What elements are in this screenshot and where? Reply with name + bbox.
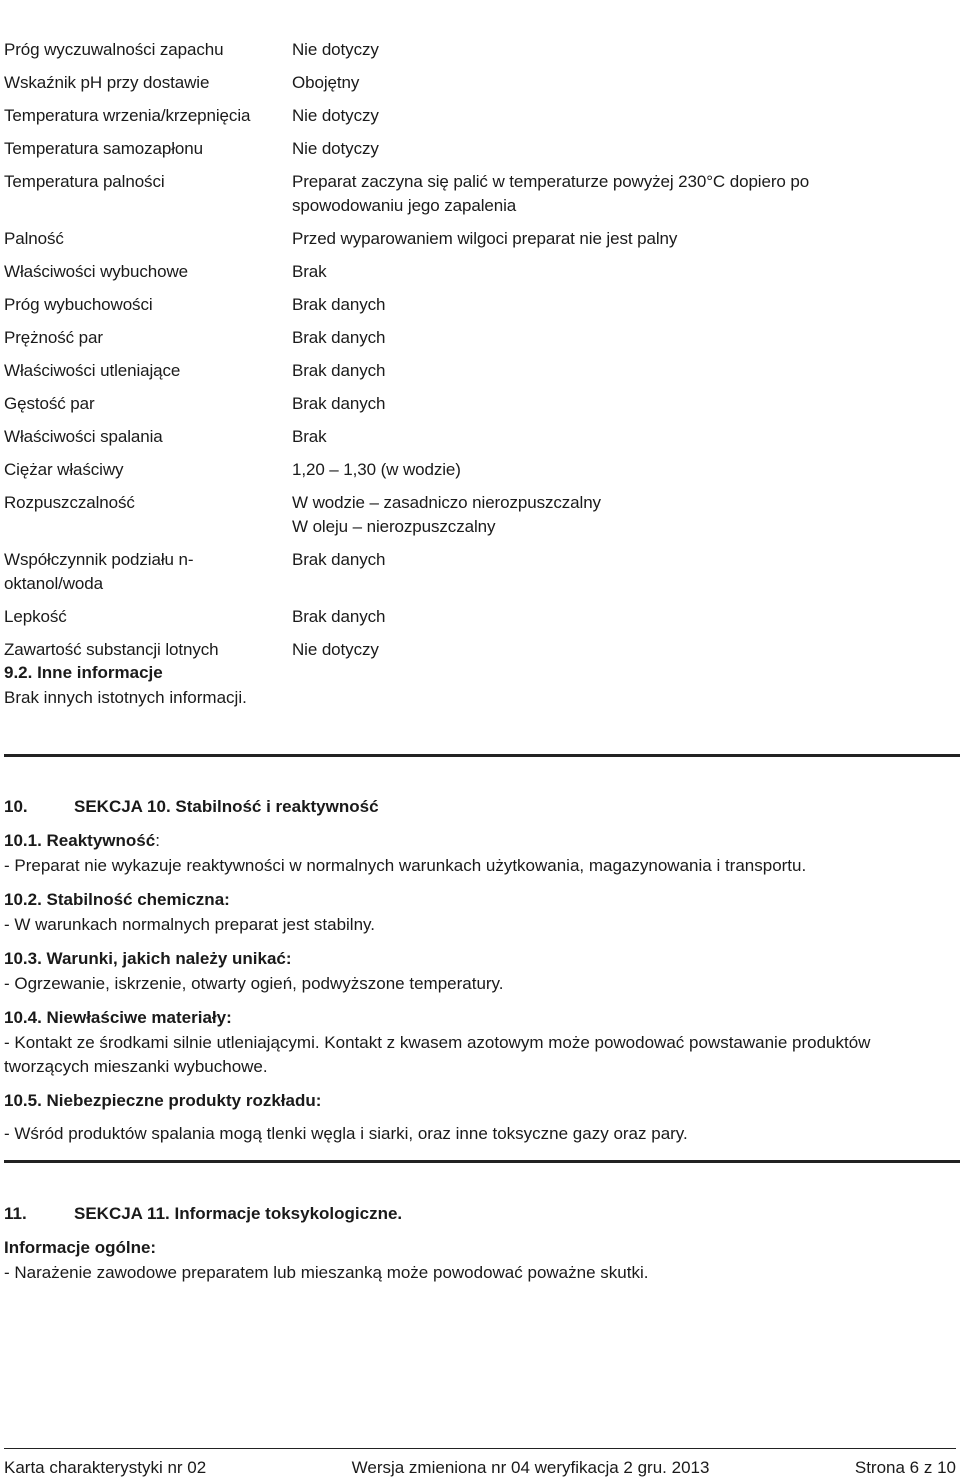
subsection-heading: Informacje ogólne: [4, 1238, 157, 1257]
property-row [4, 227, 904, 251]
property-label: Właściwości spalania [4, 427, 163, 446]
property-value: Nie dotyczy [292, 139, 379, 158]
section-number: 11. [4, 1204, 27, 1223]
properties-table [4, 38, 904, 662]
page-footer [4, 1448, 956, 1479]
subsection-text: - W warunkach normalnych preparat jest stabilny. [4, 915, 376, 934]
property-value: Brak [292, 262, 327, 281]
subsection-heading: 10.1. Reaktywność: [4, 831, 160, 850]
property-value: Brak danych [292, 394, 386, 413]
property-label: Ciężar właściwy [4, 460, 124, 479]
property-label: Temperatura palności [4, 172, 165, 191]
property-label: Wskaźnik pH przy dostawie [4, 73, 210, 92]
property-label: Palność [4, 229, 64, 248]
property-value: Brak danych [292, 295, 386, 314]
section-divider [4, 1160, 960, 1163]
property-label: Właściwości utleniające [4, 361, 181, 380]
property-value: Brak [292, 427, 327, 446]
footer-version: Wersja zmieniona nr 04 weryfikacja 2 gru. 2013 [351, 1458, 710, 1477]
subsection-heading: 10.4. Niewłaściwe materiały: [4, 1008, 232, 1027]
section-11 [4, 1202, 949, 1285]
property-value: Nie dotyczy [292, 640, 379, 659]
subsection-text: - Narażenie zawodowe preparatem lub mieszanką może powodować poważne skutki. [4, 1263, 649, 1282]
property-label: Współczynnik podziału n-oktanol/woda [4, 550, 194, 593]
property-value: Przed wyparowaniem wilgoci preparat nie jest palny [292, 229, 678, 248]
subsection-text: - Ogrzewanie, iskrzenie, otwarty ogień, podwyższone temperatury. [4, 974, 504, 993]
property-row [4, 491, 904, 539]
property-value: Obojętny [292, 73, 360, 92]
subsection-heading: 10.5. Niebezpieczne produkty rozkładu: [4, 1091, 322, 1110]
other-info-text: Brak innych istotnych informacji. [4, 688, 247, 707]
subsection-heading: 10.3. Warunki, jakich należy unikać: [4, 949, 292, 968]
other-info-block [4, 660, 247, 710]
section-number: 10. [4, 797, 28, 816]
subsection-heading: 10.2. Stabilność chemiczna: [4, 890, 230, 909]
footer-document-id: Karta charakterystyki nr 02 [4, 1458, 207, 1477]
property-value: Preparat zaczyna się palić w temperaturze powyżej 230°C dopiero po spowodowaniu jego zapalenia [292, 172, 810, 215]
property-label: Zawartość substancji lotnych [4, 640, 219, 659]
property-row [4, 458, 904, 482]
property-row [4, 425, 904, 449]
property-row [4, 38, 904, 62]
property-row [4, 137, 904, 161]
property-row [4, 605, 904, 629]
property-row [4, 71, 904, 95]
property-row [4, 104, 904, 128]
property-label: Temperatura samozapłonu [4, 139, 203, 158]
subsection-text: - Kontakt ze środkami silnie utleniającymi. Kontakt z kwasem azotowym może powodować powstawanie produktów tworzących mieszanki wybuchowe. [4, 1033, 871, 1076]
subsection-text: - Preparat nie wykazuje reaktywności w normalnych warunkach użytkowania, magazynowania i transportu. [4, 856, 807, 875]
property-row [4, 170, 904, 218]
other-info-heading: 9.2. Inne informacje [4, 663, 163, 682]
property-row [4, 260, 904, 284]
property-label: Próg wyczuwalności zapachu [4, 40, 224, 59]
property-label: Temperatura wrzenia/krzepnięcia [4, 106, 251, 125]
subsection-text: - Wśród produktów spalania mogą tlenki węgla i siarki, oraz inne toksyczne gazy oraz pary. [4, 1124, 688, 1143]
property-row [4, 359, 904, 383]
property-row [4, 326, 904, 350]
property-label: Gęstość par [4, 394, 95, 413]
property-value: 1,20 – 1,30 (w wodzie) [292, 460, 461, 479]
property-value: Brak danych [292, 328, 386, 347]
property-label: Prężność par [4, 328, 103, 347]
property-value: Brak danych [292, 550, 386, 569]
property-value: Nie dotyczy [292, 106, 379, 125]
property-label: Lepkość [4, 607, 67, 626]
footer-page-number: Strona 6 z 10 [854, 1458, 956, 1477]
section-10 [4, 795, 949, 1146]
property-label: Rozpuszczalność [4, 493, 135, 512]
property-value: Nie dotyczy [292, 40, 379, 59]
property-value: Brak danych [292, 607, 386, 626]
property-row [4, 548, 904, 596]
property-row [4, 293, 904, 317]
section-title: SEKCJA 11. Informacje toksykologiczne. [74, 1204, 403, 1223]
property-value: W wodzie – zasadniczo nierozpuszczalny W oleju – nierozpuszczalny [292, 493, 601, 536]
property-row [4, 638, 904, 662]
section-11-heading [4, 1202, 949, 1226]
property-value: Brak danych [292, 361, 386, 380]
property-row [4, 392, 904, 416]
section-title: SEKCJA 10. Stabilność i reaktywność [74, 797, 379, 816]
property-label: Właściwości wybuchowe [4, 262, 189, 281]
property-label: Próg wybuchowości [4, 295, 153, 314]
section-10-heading [4, 795, 949, 819]
section-divider [4, 754, 960, 757]
